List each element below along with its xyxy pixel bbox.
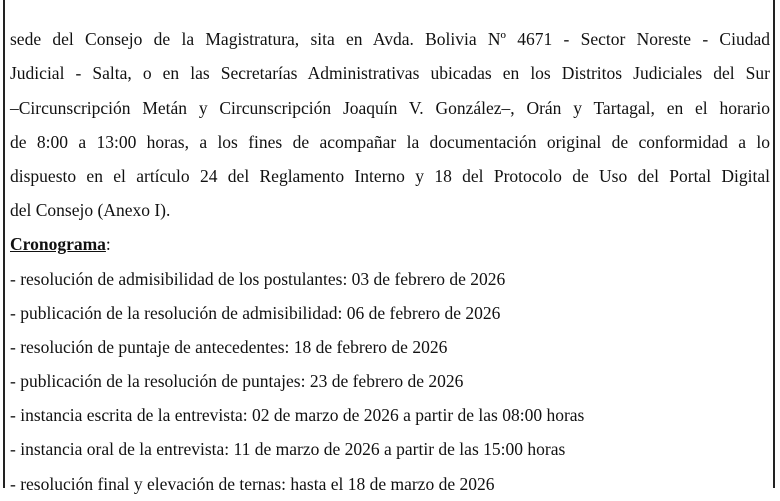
cronograma-item: - resolución de puntaje de antecedentes: 18 de febrero de 2026 <box>10 336 448 357</box>
cronograma-heading-colon: : <box>105 234 111 255</box>
cronograma-heading-text: Cronograma <box>10 234 106 255</box>
cronograma-heading <box>10 227 770 261</box>
paragraph-line: del Consejo (Anexo I). <box>10 200 171 221</box>
cronograma-item: - instancia escrita de la entrevista: 02 de marzo de 2026 a partir de las 08:00 horas <box>10 405 585 426</box>
cronograma-item: - publicación de la resolución de admisibilidad: 06 de febrero de 2026 <box>10 302 501 323</box>
cronograma-item: - resolución final y elevación de ternas: hasta el 18 de marzo de 2026 <box>10 473 495 494</box>
cronograma-item: - publicación de la resolución de puntajes: 23 de febrero de 2026 <box>10 371 464 392</box>
paragraph-line: –Circunscripción Metán y Circunscripción Joaquín V. González–, Orán y Tartagal, en el horario <box>10 97 770 118</box>
cronograma-item: - resolución de admisibilidad de los postulantes: 03 de febrero de 2026 <box>10 268 506 289</box>
cronograma-item: - instancia oral de la entrevista: 11 de marzo de 2026 a partir de las 15:00 horas <box>10 439 566 460</box>
paragraph-line: Judicial - Salta, o en las Secretarías Administrativas ubicadas en los Distritos Judiciales del Sur <box>10 63 770 84</box>
paragraph-line: de 8:00 a 13:00 horas, a los fines de acompañar la documentación original de conformidad a lo <box>10 131 770 152</box>
document-body <box>10 0 770 501</box>
paragraph-line: sede del Consejo de la Magistratura, sita en Avda. Bolivia Nº 4671 - Sector Noreste - Ciudad <box>10 29 770 50</box>
paragraph-line: dispuesto en el artículo 24 del Reglamento Interno y 18 del Protocolo de Uso del Portal Digital <box>10 165 770 186</box>
paragraph-line-cut-top <box>10 0 770 22</box>
